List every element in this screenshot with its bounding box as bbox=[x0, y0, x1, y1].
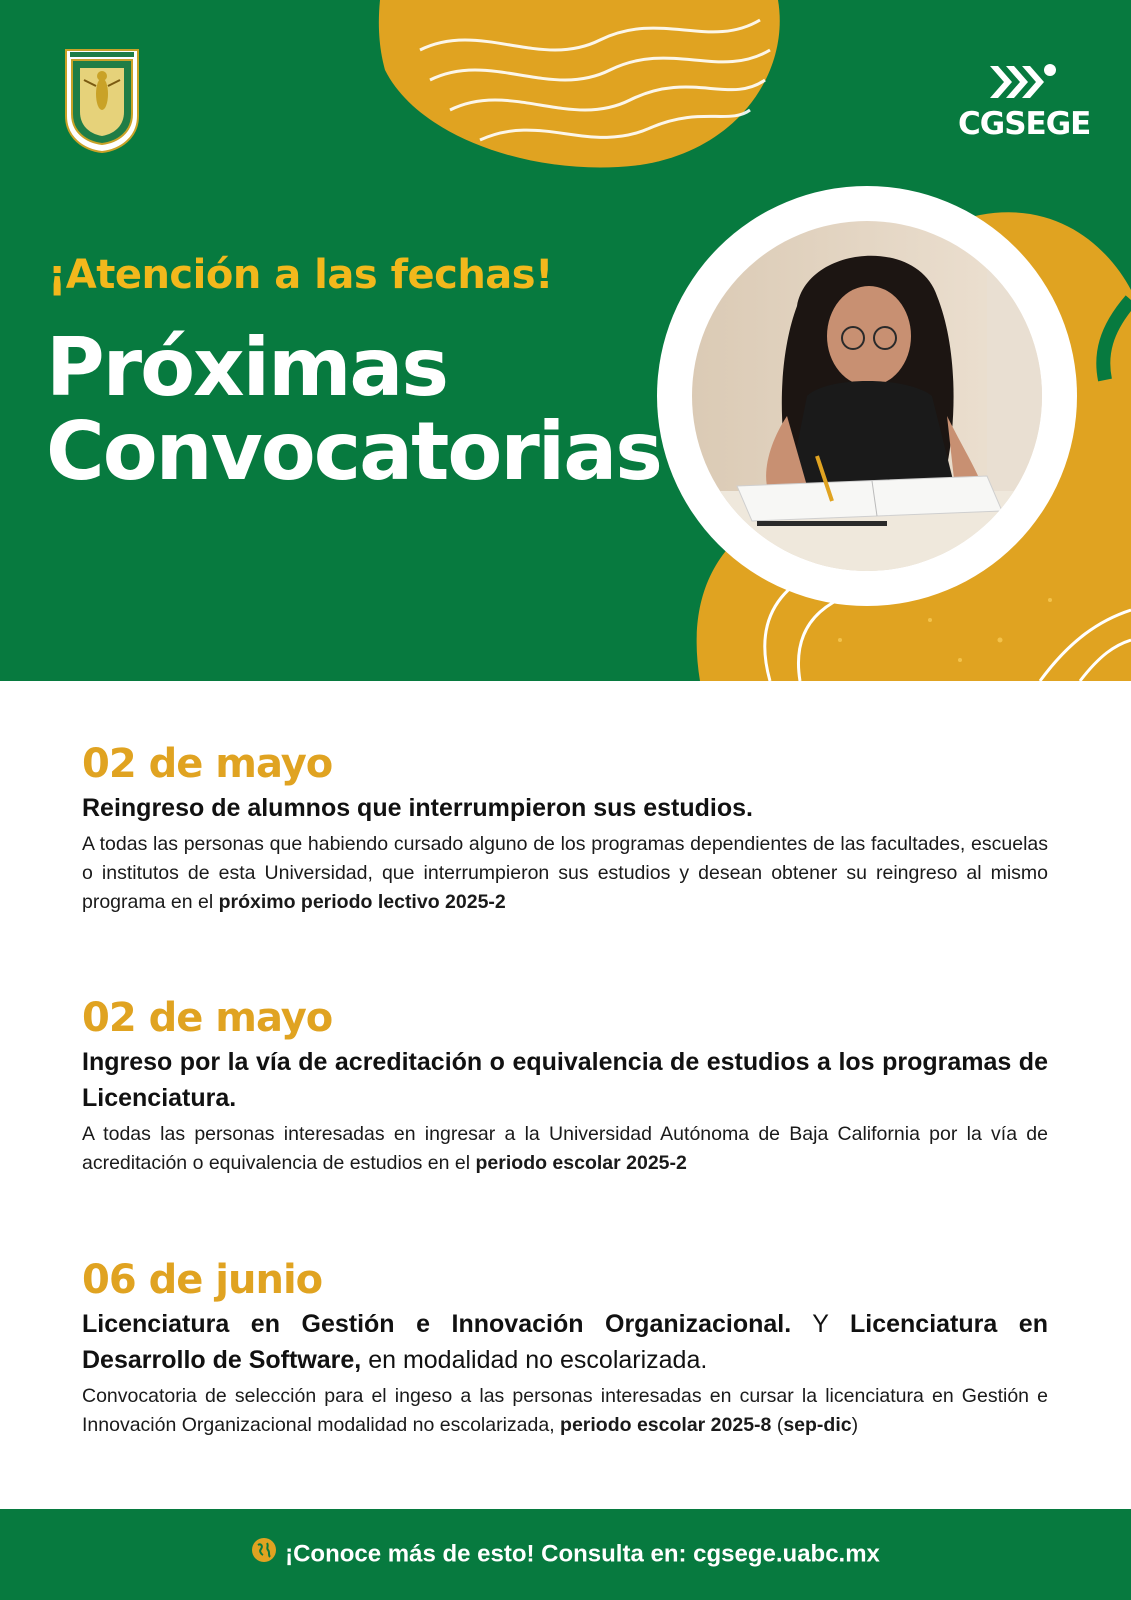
announcement-description bbox=[82, 1120, 1048, 1178]
heading-part-b: Y bbox=[791, 1310, 850, 1338]
announcement-description bbox=[82, 830, 1048, 917]
announcement-2 bbox=[82, 994, 1048, 1178]
heading-part-d: en modalidad no escolarizada. bbox=[361, 1346, 708, 1374]
cgsege-logo bbox=[958, 62, 1090, 142]
footer-content bbox=[0, 1537, 1131, 1573]
announcement-date: 06 de junio bbox=[82, 1257, 323, 1303]
description-text: Convocatoria de selección para el ingeso a las personas interesadas en cursar la licenciatura en Gestión e Innovación Organizacional modalidad no escolarizada, bbox=[82, 1385, 1048, 1436]
description-text: A todas las personas que habiendo cursado alguno de los programas dependientes de las facultades, escuelas o institutos de esta Universidad, que interrumpieron sus estudios y desean obtener su reingreso al mismo programa en el bbox=[82, 833, 1048, 913]
description-text: A todas las personas interesadas en ingresar a la Universidad Autónoma de Baja California por la vía de acreditación o equivalencia de estudios en el bbox=[82, 1123, 1048, 1174]
announcement-date: 02 de mayo bbox=[82, 741, 333, 787]
globe-icon bbox=[251, 1537, 277, 1573]
description-bold-2: sep-dic bbox=[783, 1414, 852, 1436]
cgsege-wordmark: CGSEGE bbox=[958, 106, 1091, 142]
description-mid: ( bbox=[771, 1414, 784, 1436]
eyebrow-text: ¡Atención a las fechas! bbox=[48, 252, 553, 298]
page-title bbox=[46, 321, 666, 498]
title-line-2: Convocatorias bbox=[46, 405, 661, 498]
announcement-heading bbox=[82, 1306, 1048, 1378]
footer-link-text[interactable]: ¡Conoce más de esto! Consulta en: cgsege.uabc.mx bbox=[285, 1540, 880, 1568]
cgsege-chevrons-icon bbox=[958, 62, 1090, 106]
description-bold: periodo escolar 2025-2 bbox=[475, 1152, 687, 1174]
announcement-date: 02 de mayo bbox=[82, 995, 333, 1041]
student-photo bbox=[657, 186, 1077, 606]
announcement-3 bbox=[82, 1256, 1048, 1440]
description-bold: periodo escolar 2025-8 bbox=[560, 1414, 772, 1436]
announcement-heading: Reingreso de alumnos que interrumpieron sus estudios. bbox=[82, 794, 753, 822]
description-bold: próximo periodo lectivo 2025-2 bbox=[218, 891, 506, 913]
hero-banner bbox=[0, 0, 1131, 681]
announcement-description bbox=[82, 1382, 1048, 1440]
announcement-heading: Ingreso por la vía de acreditación o equivalencia de estudios a los programas de Licenciatura. bbox=[82, 1048, 1048, 1112]
description-end: ) bbox=[851, 1414, 859, 1436]
footer-bar bbox=[0, 1509, 1131, 1600]
announcement-1 bbox=[82, 740, 1048, 917]
title-line-1: Próximas bbox=[46, 321, 448, 414]
uabc-shield-logo bbox=[62, 46, 142, 154]
heading-part-a: Licenciatura en Gestión e Innovación Organizacional. bbox=[82, 1310, 792, 1338]
heading-part-c: Licenciatura en Desarrollo de Software, bbox=[82, 1310, 1048, 1374]
